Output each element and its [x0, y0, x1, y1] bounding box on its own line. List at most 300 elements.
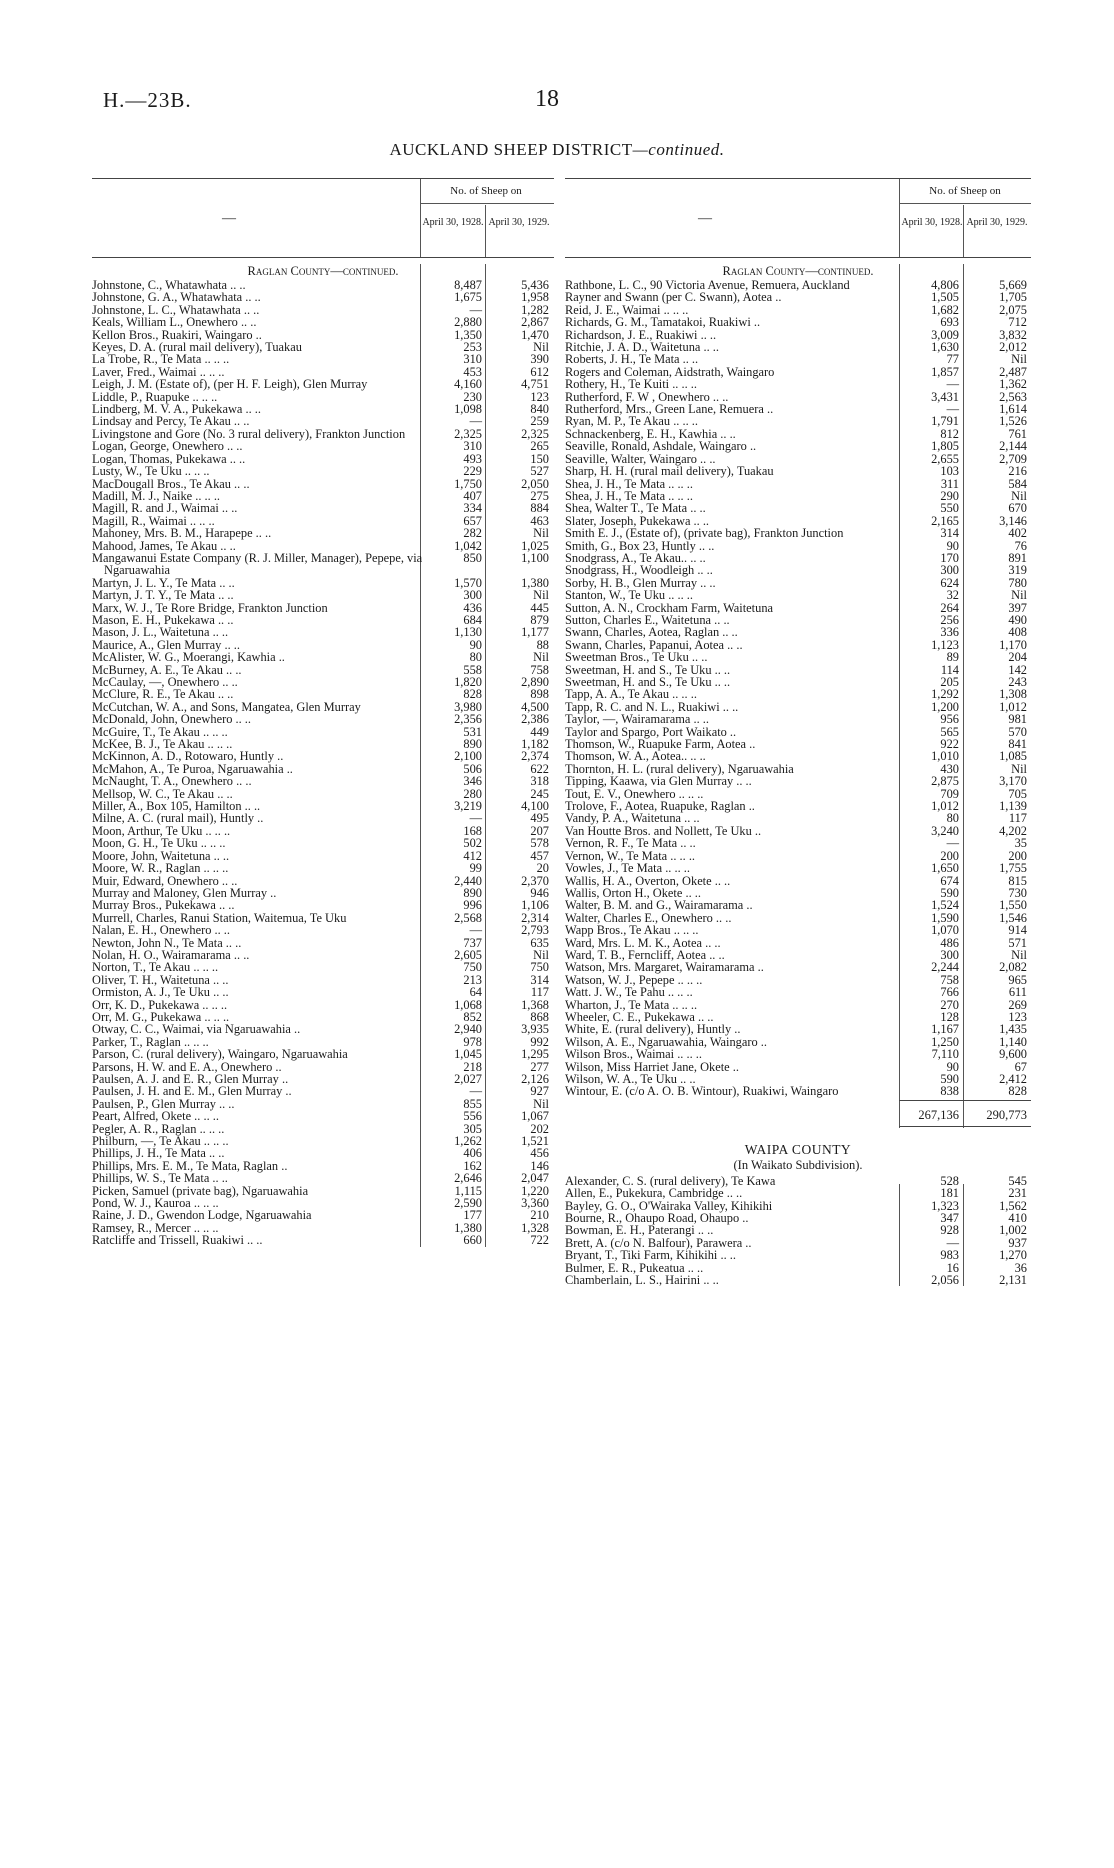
sheep-1929: 5,669: [999, 278, 1027, 292]
sheep-1928: 1,123: [931, 637, 959, 652]
sheep-1928: 346: [463, 774, 482, 789]
sheep-1928: 436: [463, 600, 482, 615]
table-row: [565, 713, 1031, 725]
sheep-1928: 300: [940, 947, 959, 962]
county-total-row: [565, 1098, 1031, 1128]
owner-name: Nolan, H. O., Wairamarama .. ..: [92, 947, 250, 962]
sheep-1929: 410: [1008, 1211, 1027, 1226]
owner-name: Orr, K. D., Pukekawa .. .. ..: [92, 997, 228, 1012]
owner-name: McCaulay, —, Onewhero .. ..: [92, 675, 238, 689]
owner-name: Mellsop, W. C., Te Akau .. ..: [92, 786, 233, 801]
sheep-1928: 177: [463, 1208, 482, 1223]
sheep-1929: Nil: [533, 650, 549, 665]
table-row: [565, 812, 1031, 824]
sheep-1928: 2,325: [454, 426, 482, 441]
owner-name: Liddle, P., Ruapuke .. .. ..: [92, 389, 218, 404]
owner-name: Sutton, A. N., Crockham Farm, Waitetuna: [565, 600, 774, 615]
sheep-1928: 310: [463, 439, 482, 454]
owner-name: Sutton, Charles E., Waitetuna .. ..: [565, 612, 730, 627]
sheep-1928: 531: [463, 724, 482, 739]
owner-name: Milne, A. C. (rural mail), Huntly ..: [92, 811, 264, 826]
owner-name: Ramsey, R., Mercer .. .. ..: [92, 1220, 219, 1235]
sheep-1928: 453: [463, 364, 482, 379]
owner-name: Sweetman, H. and S., Te Uku .. ..: [565, 675, 731, 689]
table-row: [92, 713, 554, 725]
sheep-1929: 1,139: [999, 799, 1027, 814]
table-row: [565, 353, 1031, 365]
sheep-1929: 245: [530, 786, 549, 801]
owner-name: Keyes, D. A. (rural mail delivery), Tuakau: [92, 340, 302, 355]
sheep-1928: 300: [463, 588, 482, 603]
sheep-1929: Nil: [1011, 947, 1027, 962]
sheep-1929: 457: [530, 848, 549, 863]
waipa-section: [565, 1142, 1031, 1287]
owner-name: McKee, B. J., Te Akau .. .. ..: [92, 737, 233, 752]
owner-name: Bulmer, E. R., Pukeatua .. ..: [565, 1260, 704, 1275]
table-row: [565, 750, 1031, 762]
sheep-1928: 181: [940, 1186, 959, 1201]
sheep-1929: 622: [530, 761, 549, 776]
sheep-1929: 408: [1008, 625, 1027, 640]
sheep-1929: 35: [1014, 836, 1027, 851]
page-number: 18: [535, 86, 559, 112]
sheep-1928: 502: [463, 836, 482, 851]
owner-name: Thornton, H. L. (rural delivery), Ngaruawahia: [565, 761, 794, 776]
owner-name: Moore, W. R., Raglan .. .. ..: [92, 861, 229, 876]
sheep-1929: 88: [536, 637, 549, 652]
owner-name: Bourne, R., Ohaupo Road, Ohaupo ..: [565, 1211, 749, 1226]
sheep-1929: 4,751: [521, 377, 549, 392]
table-row: [92, 626, 554, 638]
sheep-1929: 146: [530, 1158, 549, 1173]
sheep-1929: 1,220: [521, 1183, 549, 1198]
sheep-1929: 927: [530, 1084, 549, 1099]
owner-name: Smith E. J., (Estate of), (private bag), Frankton Junction: [565, 526, 844, 541]
sheep-1929: 275: [530, 488, 549, 503]
sheep-1929: 123: [530, 389, 549, 404]
owner-name: McGuire, T., Te Akau .. .. ..: [92, 724, 228, 739]
owner-name: Ratcliffe and Trissell, Ruakiwi .. ..: [92, 1233, 263, 1248]
owner-name: Wilson, W. A., Te Uku .. ..: [565, 1072, 696, 1086]
owner-name: White, E. (rural delivery), Huntly ..: [565, 1022, 741, 1037]
sheep-1928: 1,070: [931, 923, 959, 938]
sheep-1929: 611: [1008, 985, 1027, 1000]
sheep-1929: 1,470: [521, 327, 549, 342]
page-code: H.—23B.: [103, 88, 192, 112]
sheep-1929: 463: [530, 513, 549, 528]
sheep-1929: 269: [1008, 997, 1027, 1012]
owner-name: Magill, R., Waimai .. .. ..: [92, 513, 215, 528]
sheep-1928: 1,791: [931, 414, 959, 429]
sheep-1929: Nil: [533, 588, 549, 603]
owner-name: Mahoney, Mrs. B. M., Harapepe .. ..: [92, 526, 272, 541]
sheep-1928: 80: [469, 650, 482, 665]
sheep-1928: 8,487: [454, 278, 482, 292]
owner-name: Reid, J. E., Waimai .. .. ..: [565, 302, 689, 317]
sheep-1928: 1,805: [931, 439, 959, 454]
owner-name: Johnstone, L. C., Whatawhata .. ..: [92, 302, 260, 317]
sheep-1929: 204: [1008, 650, 1027, 665]
table-row: [92, 353, 554, 365]
owner-name: Wintour, E. (c/o A. O. B. Wintour), Ruakiwi, Waingaro: [565, 1084, 839, 1099]
sheep-1928: 850: [463, 550, 482, 565]
sheep-1929: 36: [1014, 1260, 1027, 1275]
sheep-1929: 1,550: [999, 898, 1027, 913]
sheep-1929: 259: [530, 414, 549, 429]
sheep-1928: 218: [463, 1059, 482, 1074]
sheep-1928: —: [946, 836, 959, 851]
sheep-1929: 3,360: [521, 1196, 549, 1211]
owner-name: Ward, T. B., Ferncliff, Aotea .. ..: [565, 947, 725, 962]
table-row: [92, 899, 554, 911]
owner-name: La Trobe, R., Te Mata .. .. ..: [92, 352, 230, 367]
sheep-1929: Nil: [1011, 352, 1027, 367]
owner-name: Martyn, J. L. Y., Te Mata .. ..: [92, 575, 235, 590]
table-row: [92, 552, 554, 577]
table-row: [92, 1234, 554, 1246]
sheep-1929: 2,047: [521, 1171, 549, 1186]
table-row: [92, 812, 554, 824]
owner-name: McDonald, John, Onewhero .. ..: [92, 712, 251, 727]
sheep-1929: 210: [530, 1208, 549, 1223]
sheep-1929: 1,177: [521, 625, 549, 640]
sheep-1928: 314: [940, 526, 959, 541]
owner-name: Chamberlain, L. S., Hairini .. ..: [565, 1273, 719, 1288]
sheep-1928: 347: [940, 1211, 959, 1226]
year-1928-header: April 30, 1928.: [422, 217, 484, 228]
sheep-1928: 528: [940, 1173, 959, 1188]
owner-name: Vernon, W., Te Mata .. .. ..: [565, 848, 696, 863]
sheep-1929: 3,935: [521, 1022, 549, 1037]
sheep-1928: 2,356: [454, 712, 482, 727]
owner-name: Logan, George, Onewhero .. ..: [92, 439, 243, 454]
owner-name: Peart, Alfred, Okete .. .. ..: [92, 1109, 219, 1124]
sheep-1929: 1,270: [999, 1248, 1027, 1263]
owner-name: Marx, W. J., Te Rore Bridge, Frankton Junction: [92, 600, 328, 615]
owner-name: McMahon, A., Te Puroa, Ngaruawahia ..: [92, 761, 293, 776]
sheep-1928: 128: [940, 1009, 959, 1024]
table-row: [565, 862, 1031, 874]
sheep-1929: 1,705: [999, 290, 1027, 305]
sheep-1928: 766: [940, 985, 959, 1000]
sheep-1929: 2,487: [999, 364, 1027, 379]
owner-name: Watt. J. W., Te Pahu .. .. ..: [565, 985, 693, 1000]
owner-name: Shea, Walter T., Te Mata .. ..: [565, 501, 706, 516]
sheep-1928: 99: [469, 861, 482, 876]
owner-name: Allen, E., Pukekura, Cambridge .. ..: [565, 1186, 743, 1201]
sheep-1928: 336: [940, 625, 959, 640]
sheep-1928: —: [469, 302, 482, 317]
sheep-1928: 270: [940, 997, 959, 1012]
table-row: [565, 1023, 1031, 1035]
sheep-1928: 3,219: [454, 799, 482, 814]
sheep-1929: 1,362: [999, 377, 1027, 392]
sheep-1929: 3,146: [999, 513, 1027, 528]
sheep-1928: 956: [940, 712, 959, 727]
owner-name: Thomson, W., Ruapuke Farm, Aotea ..: [565, 737, 756, 752]
owner-name: McNaught, T. A., Onewhero .. ..: [92, 774, 252, 789]
sheep-1928: 256: [940, 612, 959, 627]
sheep-1929: 840: [530, 402, 549, 417]
sheep-1928: 205: [940, 675, 959, 689]
table-row: [565, 465, 1031, 477]
sheep-1929: 780: [1008, 575, 1027, 590]
table-row: [92, 316, 554, 328]
county-heading: WAIPA COUNTY: [744, 1141, 852, 1157]
sheep-1928: 2,940: [454, 1022, 482, 1037]
sheep-1929: 495: [530, 811, 549, 826]
sheep-1929: 117: [1008, 811, 1027, 826]
sheep-1928: 406: [463, 1146, 482, 1161]
sheep-1929: Nil: [1011, 588, 1027, 603]
table-row: [92, 589, 554, 601]
year-1929-header: April 30, 1929.: [966, 217, 1028, 228]
sheep-1928: 928: [940, 1223, 959, 1238]
table-row: [565, 378, 1031, 390]
table-row: [565, 651, 1031, 663]
sheep-1929: 2,325: [521, 426, 549, 441]
owner-name: Shea, J. H., Te Mata .. .. ..: [565, 488, 693, 503]
sheep-1929: 914: [1008, 923, 1027, 938]
table-row: [565, 1224, 1031, 1236]
sheep-1929: 2,386: [521, 712, 549, 727]
owner-name: Newton, John N., Te Mata .. ..: [92, 935, 242, 950]
owner-name: Smith, G., Box 23, Huntly .. ..: [565, 538, 715, 553]
sheep-1928: 170: [940, 550, 959, 565]
sheep-1928: 1,750: [454, 476, 482, 491]
left-column-header: [92, 178, 554, 258]
sheep-1928: 80: [946, 811, 959, 826]
owner-name: Philburn, —, Te Akau .. .. ..: [92, 1134, 229, 1149]
sheep-1928: 311: [940, 476, 959, 491]
owner-name: Walter, B. M. and G., Wairamarama ..: [565, 898, 753, 913]
owner-name: Phillips, Mrs. E. M., Te Mata, Raglan ..: [92, 1158, 288, 1173]
owner-name: Stanton, W., Te Uku .. .. ..: [565, 588, 693, 603]
owner-name: Watson, W. J., Pepepe .. .. ..: [565, 972, 703, 987]
table-row: [92, 465, 554, 477]
owner-name: Moon, Arthur, Te Uku .. .. ..: [92, 823, 231, 838]
sheep-1929: 4,100: [521, 799, 549, 814]
owner-name: Paulsen, J. H. and E. M., Glen Murray ..: [92, 1084, 292, 1099]
table-row: [565, 775, 1031, 787]
sheep-1929: 571: [1008, 935, 1027, 950]
sheep-1929: 527: [530, 464, 549, 479]
sheep-1928: 3,431: [931, 389, 959, 404]
sheep-1928: 2,440: [454, 873, 482, 888]
table-row: [92, 961, 554, 973]
sheep-1929: 2,126: [521, 1072, 549, 1086]
owner-name: Tipping, Kaawa, via Glen Murray .. ..: [565, 774, 752, 789]
sheep-1928: 90: [469, 637, 482, 652]
owner-name: Sweetman Bros., Te Uku .. ..: [565, 650, 708, 665]
left-table-body: [92, 264, 554, 1247]
sheep-1929: 981: [1008, 712, 1027, 727]
owner-name: Muir, Edward, Onewhero .. ..: [92, 873, 238, 888]
sheep-1928: 334: [463, 501, 482, 516]
owner-name: Wilson, Miss Harriet Jane, Okete ..: [565, 1059, 739, 1074]
sheep-1928: 1,524: [931, 898, 959, 913]
owner-name: Leigh, J. M. (Estate of), (per H. F. Leigh), Glen Murray: [92, 377, 368, 392]
owner-name: Keals, William L., Onewhero .. ..: [92, 315, 257, 330]
owner-name: Parker, T., Raglan .. .. ..: [92, 1034, 209, 1049]
sheep-1929: 1,012: [999, 699, 1027, 714]
sheep-1928: 90: [946, 538, 959, 553]
table-row: [92, 1085, 554, 1097]
sheep-1928: 2,590: [454, 1196, 482, 1211]
sheep-1929: Nil: [1011, 488, 1027, 503]
owner-name: Picken, Samuel (private bag), Ngaruawahia: [92, 1183, 309, 1198]
sheep-1929: 150: [530, 451, 549, 466]
sheep-1929: 965: [1008, 972, 1027, 987]
table-row: [92, 527, 554, 539]
sheep-1929: 200: [1008, 848, 1027, 863]
sheep-1928: —: [946, 402, 959, 417]
owner-name: Bayley, G. O., O'Wairaka Valley, Kihikihi: [565, 1198, 773, 1213]
owner-name: Wilson, A. E., Ngaruawahia, Waingaro ..: [565, 1034, 767, 1049]
owner-name: Maurice, A., Glen Murray .. ..: [92, 637, 240, 652]
owner-name: Moore, John, Waitetuna .. ..: [92, 848, 230, 863]
sheep-1928: 2,056: [931, 1273, 959, 1288]
sheep-count-header: No. of Sheep on: [450, 185, 522, 197]
table-row: [92, 1048, 554, 1060]
table-row: [92, 291, 554, 303]
sheep-1929: 490: [1008, 612, 1027, 627]
sheep-1929: 868: [530, 1009, 549, 1024]
sheep-1929: 277: [530, 1059, 549, 1074]
sheep-1929: 2,370: [521, 873, 549, 888]
sheep-1928: 1,250: [931, 1034, 959, 1049]
sheep-1928: 2,880: [454, 315, 482, 330]
owner-name: Rutherford, Mrs., Green Lane, Remuera ..: [565, 402, 774, 417]
sheep-1928: 77: [946, 352, 959, 367]
sheep-1928: 922: [940, 737, 959, 752]
table-row: [565, 961, 1031, 973]
sheep-1928: 64: [469, 985, 482, 1000]
table-row: [565, 527, 1031, 539]
sheep-1928: 229: [463, 464, 482, 479]
sheep-1929: 2,890: [521, 675, 549, 689]
owner-name: Madill, M. J., Naike .. .. ..: [92, 488, 221, 503]
sheep-1929: 879: [530, 612, 549, 627]
table-row: [92, 378, 554, 390]
owner-name: Moon, G. H., Te Uku .. .. ..: [92, 836, 226, 851]
owner-name: Snodgrass, H., Woodleigh .. ..: [565, 563, 713, 578]
sheep-1928: 4,806: [931, 278, 959, 292]
sheep-1929: 319: [1008, 563, 1027, 578]
sheep-1929: 243: [1008, 675, 1027, 689]
sheep-1929: 1,140: [999, 1034, 1027, 1049]
sheep-1928: 412: [463, 848, 482, 863]
sheep-1929: 1,526: [999, 414, 1027, 429]
sheep-1929: 1,100: [521, 550, 549, 565]
sheep-1928: 550: [940, 501, 959, 516]
sheep-1929: 761: [1008, 426, 1027, 441]
sheep-1929: 946: [530, 885, 549, 900]
table-row: [565, 924, 1031, 936]
sheep-1929: 76: [1014, 538, 1027, 553]
sheep-1928: 709: [940, 786, 959, 801]
sheep-1928: 565: [940, 724, 959, 739]
owner-name: Tapp, A. A., Te Akau .. .. ..: [565, 687, 697, 702]
sheep-1928: 890: [463, 885, 482, 900]
sheep-1929: 265: [530, 439, 549, 454]
sheep-1928: 2,165: [931, 513, 959, 528]
sheep-1929: 2,082: [999, 960, 1027, 975]
year-1928-header: April 30, 1928.: [901, 217, 963, 228]
sheep-1928: 758: [940, 972, 959, 987]
owner-name: Rogers and Coleman, Aidstrath, Waingaro: [565, 364, 775, 379]
sheep-1929: 1,282: [521, 302, 549, 317]
sheep-1929: 1,380: [521, 575, 549, 590]
owner-name: Murrell, Charles, Ranui Station, Waitemua, Te Uku: [92, 910, 347, 925]
sheep-1929: 231: [1008, 1186, 1027, 1201]
owner-name: McClure, R. E., Te Akau .. ..: [92, 687, 234, 702]
owner-name: McAlister, W. G., Moerangi, Kawhia ..: [92, 650, 285, 665]
sheep-1928: 828: [463, 687, 482, 702]
owner-name: Thomson, W. A., Aotea.. .. ..: [565, 749, 706, 764]
table-row: [92, 1110, 554, 1122]
sheep-1929: 207: [530, 823, 549, 838]
sheep-1928: 1,130: [454, 625, 482, 640]
sheep-1928: 486: [940, 935, 959, 950]
owner-name: Parson, C. (rural delivery), Waingaro, Ngaruawahia: [92, 1047, 348, 1062]
sheep-1928: 657: [463, 513, 482, 528]
owner-name: Slater, Joseph, Pukekawa .. ..: [565, 513, 710, 528]
sheep-1929: 992: [530, 1034, 549, 1049]
sheep-1928: 1,857: [931, 364, 959, 379]
sheep-1929: 815: [1008, 873, 1027, 888]
sheep-1929: 2,563: [999, 389, 1027, 404]
section-heading: Raglan County—continued.: [247, 264, 399, 278]
sheep-1928: 693: [940, 315, 959, 330]
sheep-1928: 90: [946, 1059, 959, 1074]
left-table: [92, 178, 554, 1247]
sheep-1928: 506: [463, 761, 482, 776]
sheep-1929: 1,755: [999, 861, 1027, 876]
owner-name: Richardson, J. E., Ruakiwi .. ..: [565, 327, 717, 342]
sheep-1929: 117: [530, 985, 549, 1000]
owner-name: Richards, G. M., Tamatakoi, Ruakiwi ..: [565, 315, 761, 330]
sheep-1929: 314: [530, 972, 549, 987]
sheep-1929: Nil: [533, 340, 549, 355]
sheep-1928: 674: [940, 873, 959, 888]
sheep-1929: 2,050: [521, 476, 549, 491]
table-row: [92, 1209, 554, 1221]
table-row: [565, 1085, 1031, 1097]
sheep-1929: 67: [1014, 1059, 1027, 1074]
sheep-1929: 3,170: [999, 774, 1027, 789]
owner-name: Mangawanui Estate Company (R. J. Miller, Manager), Pepepe, via Ngaruawahia: [92, 550, 423, 578]
sheep-1928: 558: [463, 662, 482, 677]
owner-name: Ritchie, J. A. D., Waitetuna .. ..: [565, 340, 719, 355]
owner-name: Wallis, H. A., Overton, Okete .. ..: [565, 873, 731, 888]
sheep-1929: 2,793: [521, 923, 549, 938]
sheep-1929: 216: [1008, 464, 1027, 479]
owner-name: Seaville, Ronald, Ashdale, Waingaro ..: [565, 439, 757, 454]
table-row: [565, 837, 1031, 849]
sheep-1929: Nil: [533, 947, 549, 962]
sheep-1929: 750: [530, 960, 549, 975]
owner-name: Nalan, E. H., Onewhero .. ..: [92, 923, 230, 938]
owner-name: Raine, J. D., Gwendon Lodge, Ngaruawahia: [92, 1208, 312, 1223]
owner-name: Rathbone, L. C., 90 Victoria Avenue, Remuera, Auckland: [565, 278, 850, 292]
sheep-1928: 1,350: [454, 327, 482, 342]
sheep-1929: 445: [530, 600, 549, 615]
sheep-1928: 624: [940, 575, 959, 590]
owner-name: Vernon, R. F., Te Mata .. ..: [565, 836, 696, 851]
right-table-body: [565, 264, 1031, 1128]
sheep-1928: 1,098: [454, 402, 482, 417]
